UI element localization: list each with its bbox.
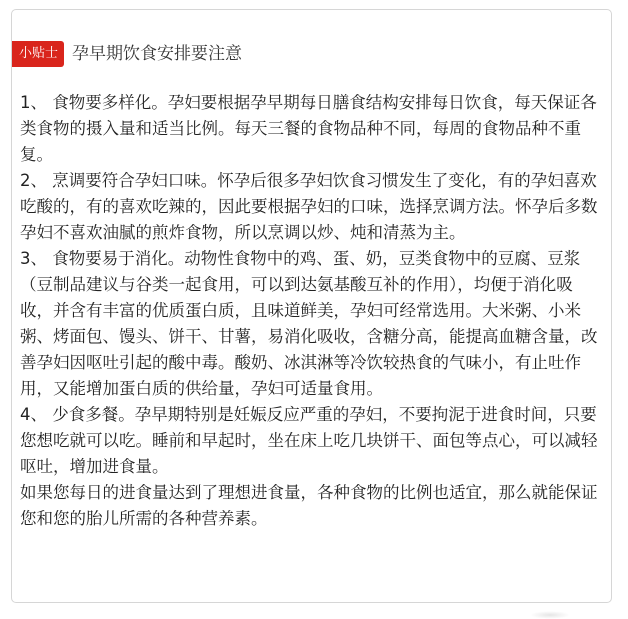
decorative-shadow [530,611,570,619]
paragraph-digestion: 3、 食物要易于消化。动物性食物中的鸡、蛋、奶，豆类食物中的豆腐、豆浆（豆制品建议与谷类一起食用，可以到达氨基酸互补的作用），均便于消化吸收，并含有丰富的优质蛋白质，且味道鲜美，孕妇可经常选用。大米粥、小米粥、烤面包、馒头、饼干、甘薯，易消化吸收，含糖分高，能提高血糖含量，改善孕妇因呕吐引起的酸中毒。酸奶、冰淇淋等冷饮较热食的气味小，有止吐作用，又能增加蛋白质的供给量，孕妇可适量食用。 [20,249,598,398]
paragraph-taste: 2、 烹调要符合孕妇口味。怀孕后很多孕妇饮食习惯发生了变化，有的孕妇喜欢吃酸的，有的喜欢吃辣的，因此要根据孕妇的口味，选择烹调方法。怀孕后多数孕妇不喜欢油腻的煎炸食物，所以烹调以炒、炖和清蒸为主。 [20,171,598,242]
article-title: 孕早期饮食安排要注意 [72,44,242,64]
article-body [20,90,604,532]
paragraph-small-meals: 4、 少食多餐。孕早期特别是妊娠反应严重的孕妇，不要拘泥于进食时间，只要您想吃就可以吃。睡前和早起时，坐在床上吃几块饼干、面包等点心，可以减轻呕吐，增加进食量。 [20,405,598,476]
paragraph-variety: 1、 食物要多样化。孕妇要根据孕早期每日膳食结构安排每日饮食，每天保证各类食物的摄入量和适当比例。每天三餐的食物品种不同，每周的食物品种不重复。 [20,93,597,164]
paragraph-conclusion: 如果您每日的进食量达到了理想进食量，各种食物的比例也适宜，那么就能保证您和您的胎儿所需的各种营养素。 [20,483,598,528]
tip-card [11,9,612,603]
tip-badge: 小贴士 [11,41,64,67]
card-header [12,41,611,67]
